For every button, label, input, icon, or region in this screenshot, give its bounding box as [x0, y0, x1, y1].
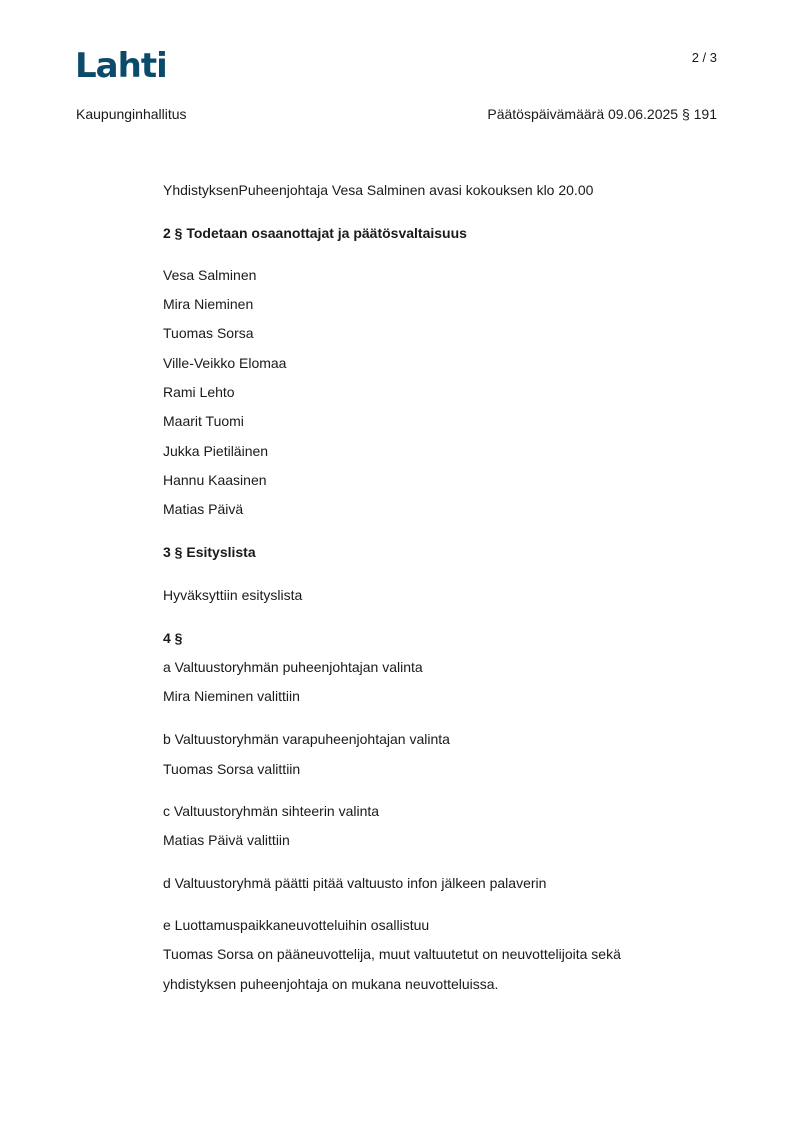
item-e-title: e Luottamuspaikkaneuvotteluihin osallistuu	[163, 917, 430, 933]
attendee-item: Ville-Veikko Elomaa	[163, 355, 287, 371]
item-a-title: a Valtuustoryhmän puheenjohtajan valinta	[163, 659, 423, 675]
attendee-item: Matias Päivä	[163, 501, 244, 517]
item-c-result: Matias Päivä valittiin	[163, 832, 290, 848]
item-e-line-2: yhdistyksen puheenjohtaja on mukana neuvotteluissa.	[163, 976, 499, 992]
page-number: 2 / 3	[691, 50, 717, 65]
opening-text: YhdistyksenPuheenjohtaja Vesa Salminen avasi kokouksen klo 20.00	[163, 182, 594, 198]
attendee-item: Tuomas Sorsa	[163, 325, 254, 341]
lahti-logo: Lahti	[75, 46, 167, 86]
organization-name: Kaupunginhallitus	[76, 106, 187, 122]
item-d-text: d Valtuustoryhmä päätti pitää valtuusto infon jälkeen palaverin	[163, 875, 547, 891]
attendee-item: Mira Nieminen	[163, 296, 254, 312]
item-b-result: Tuomas Sorsa valittiin	[163, 761, 301, 777]
section-4-heading: 4 §	[163, 630, 183, 646]
item-b-title: b Valtuustoryhmän varapuheenjohtajan valinta	[163, 731, 450, 747]
item-c-title: c Valtuustoryhmän sihteerin valinta	[163, 803, 380, 819]
section-3-text: Hyväksyttiin esityslista	[163, 587, 303, 603]
decision-date: Päätöspäivämäärä 09.06.2025 § 191	[487, 106, 717, 122]
section-2-heading: 2 § Todetaan osaanottajat ja päätösvaltaisuus	[163, 225, 467, 241]
attendee-item: Maarit Tuomi	[163, 413, 244, 429]
attendee-item: Hannu Kaasinen	[163, 472, 267, 488]
attendee-item: Rami Lehto	[163, 384, 235, 400]
item-a-result: Mira Nieminen valittiin	[163, 688, 300, 704]
attendee-item: Vesa Salminen	[163, 267, 257, 283]
item-e-line-1: Tuomas Sorsa on pääneuvottelija, muut valtuutetut on neuvottelijoita sekä	[163, 946, 621, 962]
attendee-item: Jukka Pietiläinen	[163, 443, 269, 459]
section-3-heading: 3 § Esityslista	[163, 544, 256, 560]
